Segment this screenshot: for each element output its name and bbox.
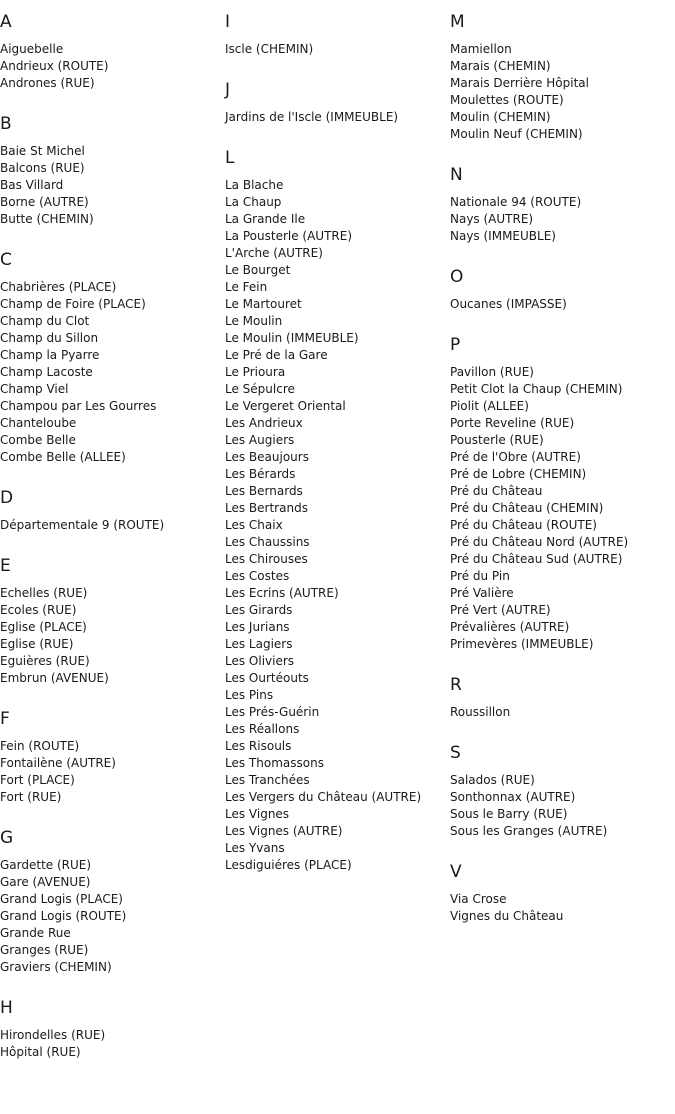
street-link[interactable]: Pré du Pin <box>450 569 510 583</box>
street-link[interactable]: Jardins de l'Iscle (IMMEUBLE) <box>225 110 399 124</box>
street-list-item <box>0 925 225 942</box>
street-link[interactable]: Grand Logis (PLACE) <box>0 892 123 906</box>
street-link[interactable]: Fein (ROUTE) <box>0 739 80 753</box>
street-link[interactable]: Les Chaix <box>225 518 283 532</box>
street-list <box>0 857 225 976</box>
street-link[interactable]: Sonthonnax (AUTRE) <box>450 790 576 804</box>
street-link[interactable]: Chabrières (PLACE) <box>0 280 117 294</box>
street-link[interactable]: Fontailène (AUTRE) <box>0 756 116 770</box>
letter-group <box>450 11 675 143</box>
street-link[interactable]: Piolit (ALLEE) <box>450 399 529 413</box>
street-link[interactable]: Champ de Foire (PLACE) <box>0 297 146 311</box>
letter-heading: I <box>225 12 231 32</box>
street-link[interactable]: Les Lagiers <box>225 637 293 651</box>
street-list-item <box>225 296 450 313</box>
street-link[interactable]: Les Tranchées <box>225 773 310 787</box>
street-link[interactable]: Lesdiguiéres (PLACE) <box>225 858 352 872</box>
street-list-item <box>225 330 450 347</box>
street-list-item <box>450 772 675 789</box>
street-list-item <box>450 517 675 534</box>
street-list <box>0 41 225 92</box>
street-link[interactable]: Pré de l'Obre (AUTRE) <box>450 450 581 464</box>
street-list-item <box>0 619 225 636</box>
street-list-item <box>225 772 450 789</box>
street-list-item <box>0 143 225 160</box>
street-link[interactable]: Roussillon <box>450 705 511 719</box>
street-link[interactable]: Les Vergers du Château (AUTRE) <box>225 790 422 804</box>
letter-group <box>0 249 225 466</box>
street-list-item <box>225 415 450 432</box>
street-list-item <box>450 585 675 602</box>
letter-heading: F <box>0 709 10 729</box>
street-link[interactable]: Iscle (CHEMIN) <box>225 42 314 56</box>
street-link[interactable]: Champ la Pyarre <box>0 348 100 362</box>
street-list-item <box>450 483 675 500</box>
street-link[interactable]: Les Chirouses <box>225 552 308 566</box>
street-list-item <box>225 466 450 483</box>
street-list-item <box>225 636 450 653</box>
letter-heading: P <box>450 335 461 355</box>
street-link[interactable]: Les Réallons <box>225 722 300 736</box>
street-list-item <box>0 738 225 755</box>
street-link[interactable]: Prévalières (AUTRE) <box>450 620 570 634</box>
street-link[interactable]: Pousterle (RUE) <box>450 433 544 447</box>
street-list-item <box>225 517 450 534</box>
street-link[interactable]: Les Yvans <box>225 841 285 855</box>
street-list-item <box>225 483 450 500</box>
letter-heading: R <box>450 675 462 695</box>
street-link[interactable]: Mamiellon <box>450 42 512 56</box>
street-list-item <box>225 755 450 772</box>
street-link[interactable]: Eglise (PLACE) <box>0 620 87 634</box>
street-list <box>225 177 450 874</box>
letter-group <box>225 11 450 58</box>
letter-group <box>0 555 225 687</box>
street-link[interactable]: Départementale 9 (ROUTE) <box>0 518 165 532</box>
letter-group <box>0 997 225 1061</box>
street-list-item <box>450 364 675 381</box>
street-list-item <box>225 177 450 194</box>
letter-group <box>0 113 225 228</box>
street-link[interactable]: Le Moulin <box>225 314 283 328</box>
street-list-item <box>0 398 225 415</box>
street-link[interactable]: Le Martouret <box>225 297 302 311</box>
street-link[interactable]: Les Vignes <box>225 807 290 821</box>
street-index-column-3 <box>450 0 675 946</box>
street-link[interactable]: La Grande Ile <box>225 212 306 226</box>
street-list-item <box>225 619 450 636</box>
street-list-item <box>0 296 225 313</box>
street-list-item <box>0 381 225 398</box>
street-link[interactable]: Les Risouls <box>225 739 292 753</box>
street-list-item <box>225 364 450 381</box>
street-list-item <box>450 194 675 211</box>
street-link[interactable]: Via Crose <box>450 892 507 906</box>
street-link[interactable]: Granges (RUE) <box>0 943 89 957</box>
street-list <box>0 143 225 228</box>
street-link[interactable]: Gare (AVENUE) <box>0 875 91 889</box>
street-link[interactable]: Eguières (RUE) <box>0 654 90 668</box>
street-list-item <box>225 228 450 245</box>
street-list-item <box>0 857 225 874</box>
street-link[interactable]: Les Ecrins (AUTRE) <box>225 586 339 600</box>
street-link[interactable]: Gardette (RUE) <box>0 858 92 872</box>
street-list <box>0 279 225 466</box>
street-link[interactable]: Les Prés-Guérin <box>225 705 320 719</box>
street-link[interactable]: Sous les Granges (AUTRE) <box>450 824 608 838</box>
street-link[interactable]: Champ Viel <box>0 382 69 396</box>
street-list-item <box>0 670 225 687</box>
street-list <box>450 194 675 245</box>
street-list-item <box>450 806 675 823</box>
street-list-item <box>0 1027 225 1044</box>
street-list-item <box>0 772 225 789</box>
street-index-column-2 <box>225 0 450 895</box>
street-list-item <box>0 636 225 653</box>
street-link[interactable]: Les Costes <box>225 569 290 583</box>
letter-group <box>0 708 225 806</box>
street-list-item <box>225 109 450 126</box>
street-link[interactable]: Pré de Lobre (CHEMIN) <box>450 467 587 481</box>
letter-heading: G <box>0 828 14 848</box>
street-link[interactable]: Marais (CHEMIN) <box>450 59 551 73</box>
street-link[interactable]: Borne (AUTRE) <box>0 195 89 209</box>
street-list-item <box>225 738 450 755</box>
street-list-item <box>225 398 450 415</box>
street-link[interactable]: Eglise (RUE) <box>0 637 74 651</box>
street-list-item <box>0 415 225 432</box>
street-list <box>0 585 225 687</box>
street-list-item <box>225 687 450 704</box>
street-link[interactable]: Les Pins <box>225 688 274 702</box>
letter-heading: N <box>450 165 463 185</box>
street-list <box>450 704 675 721</box>
street-list-item <box>0 602 225 619</box>
street-link[interactable]: Salados (RUE) <box>450 773 535 787</box>
street-list-item <box>0 279 225 296</box>
street-link[interactable]: Fort (PLACE) <box>0 773 75 787</box>
street-link[interactable]: L'Arche (AUTRE) <box>225 246 323 260</box>
street-list-item <box>450 568 675 585</box>
letter-heading: S <box>450 743 461 763</box>
street-list-item <box>225 313 450 330</box>
street-link[interactable]: La Chaup <box>225 195 282 209</box>
letter-group <box>450 674 675 721</box>
street-link[interactable]: Grand Logis (ROUTE) <box>0 909 127 923</box>
street-list <box>450 364 675 653</box>
street-list-item <box>0 1044 225 1061</box>
street-list-item <box>450 398 675 415</box>
street-link[interactable]: Oucanes (IMPASSE) <box>450 297 567 311</box>
street-list-item <box>225 534 450 551</box>
street-list <box>0 738 225 806</box>
street-link[interactable]: Combe Belle <box>0 433 76 447</box>
street-list-item <box>0 58 225 75</box>
street-list-item <box>225 704 450 721</box>
street-list-item <box>0 908 225 925</box>
street-list-item <box>0 75 225 92</box>
street-link[interactable]: Pré du Château (ROUTE) <box>450 518 597 532</box>
street-list-item <box>225 721 450 738</box>
letter-group <box>0 11 225 92</box>
street-list-item <box>0 313 225 330</box>
street-list-item <box>225 245 450 262</box>
street-link[interactable]: Les Augiers <box>225 433 295 447</box>
street-link[interactable]: La Blache <box>225 178 284 192</box>
street-link[interactable]: Baie St Michel <box>0 144 85 158</box>
street-list-item <box>450 58 675 75</box>
street-link[interactable]: Pré du Château <box>450 484 543 498</box>
street-list <box>450 891 675 925</box>
street-list-item <box>450 891 675 908</box>
street-list-item <box>450 92 675 109</box>
street-list-item <box>0 432 225 449</box>
street-link[interactable]: Les Jurians <box>225 620 290 634</box>
street-list-item <box>450 41 675 58</box>
street-link[interactable]: Chanteloube <box>0 416 77 430</box>
street-link[interactable]: Champou par Les Gourres <box>0 399 157 413</box>
letter-heading: C <box>0 250 12 270</box>
street-index-column-1 <box>0 0 225 1082</box>
street-list-item <box>450 602 675 619</box>
street-list-item <box>450 126 675 143</box>
street-link[interactable]: Le Bourget <box>225 263 291 277</box>
street-list-item <box>450 449 675 466</box>
street-list-item <box>0 347 225 364</box>
street-list-item <box>225 602 450 619</box>
street-link[interactable]: Champ Lacoste <box>0 365 93 379</box>
street-link[interactable]: Hirondelles (RUE) <box>0 1028 106 1042</box>
street-link[interactable]: Hôpital (RUE) <box>0 1045 81 1059</box>
letter-heading: H <box>0 998 13 1018</box>
letter-heading: J <box>225 80 231 100</box>
street-list-item <box>225 823 450 840</box>
street-link[interactable]: Aiguebelle <box>0 42 64 56</box>
street-list-item <box>225 857 450 874</box>
street-link[interactable]: Les Ourtéouts <box>225 671 309 685</box>
street-list-item <box>225 568 450 585</box>
street-link[interactable]: Fort (RUE) <box>0 790 62 804</box>
street-list-item <box>0 330 225 347</box>
street-list-item <box>450 296 675 313</box>
street-link[interactable]: Nationale 94 (ROUTE) <box>450 195 582 209</box>
street-list-item <box>450 704 675 721</box>
street-link[interactable]: Primevères (IMMEUBLE) <box>450 637 594 651</box>
street-link[interactable]: Moulin (CHEMIN) <box>450 110 551 124</box>
street-link[interactable]: Moulin Neuf (CHEMIN) <box>450 127 583 141</box>
street-link[interactable]: Marais Derrière Hôpital <box>450 76 589 90</box>
street-link[interactable]: Le Pré de la Gare <box>225 348 328 362</box>
street-list-item <box>0 959 225 976</box>
street-list-item <box>0 585 225 602</box>
street-link[interactable]: Andrones (RUE) <box>0 76 95 90</box>
street-link[interactable]: Nays (AUTRE) <box>450 212 534 226</box>
letter-heading: V <box>450 862 462 882</box>
street-list-item <box>225 194 450 211</box>
street-link[interactable]: Les Bertrands <box>225 501 308 515</box>
street-list-item <box>450 415 675 432</box>
street-list-item <box>0 942 225 959</box>
street-list-item <box>225 585 450 602</box>
street-link[interactable]: Echelles (RUE) <box>0 586 88 600</box>
street-link[interactable]: Vignes du Château <box>450 909 564 923</box>
street-list-item <box>450 636 675 653</box>
letter-group <box>450 334 675 653</box>
street-list-item <box>450 75 675 92</box>
street-link[interactable]: Nays (IMMEUBLE) <box>450 229 556 243</box>
street-link[interactable]: Porte Reveline (RUE) <box>450 416 575 430</box>
street-list-item <box>225 347 450 364</box>
street-link[interactable]: Bas Villard <box>0 178 64 192</box>
street-list-item <box>225 840 450 857</box>
street-list-item <box>450 789 675 806</box>
street-list-item <box>225 806 450 823</box>
street-list-item <box>450 432 675 449</box>
street-link[interactable]: Les Chaussins <box>225 535 310 549</box>
letter-group <box>0 827 225 976</box>
street-link[interactable]: Champ du Sillon <box>0 331 99 345</box>
street-link[interactable]: Graviers (CHEMIN) <box>0 960 112 974</box>
street-list-item <box>450 534 675 551</box>
street-link[interactable]: Le Moulin (IMMEUBLE) <box>225 331 359 345</box>
street-list-item <box>225 789 450 806</box>
street-list <box>450 41 675 143</box>
street-list-item <box>0 874 225 891</box>
street-list-item <box>225 449 450 466</box>
street-link[interactable]: Andrieux (ROUTE) <box>0 59 109 73</box>
street-link[interactable]: Pré du Château Nord (AUTRE) <box>450 535 629 549</box>
street-list-item <box>225 500 450 517</box>
letter-heading: B <box>0 114 12 134</box>
street-list-item <box>450 466 675 483</box>
street-link[interactable]: Les Girards <box>225 603 293 617</box>
street-list-item <box>450 619 675 636</box>
street-list-item <box>0 891 225 908</box>
street-link[interactable]: Sous le Barry (RUE) <box>450 807 568 821</box>
street-list-item <box>0 653 225 670</box>
street-link[interactable]: La Pousterle (AUTRE) <box>225 229 353 243</box>
street-link[interactable]: Ecoles (RUE) <box>0 603 77 617</box>
street-link[interactable]: Embrun (AVENUE) <box>0 671 109 685</box>
street-link[interactable]: Les Andrieux <box>225 416 303 430</box>
letter-heading: A <box>0 12 12 32</box>
letter-heading: D <box>0 488 14 508</box>
street-list-item <box>0 194 225 211</box>
street-list-item <box>225 279 450 296</box>
street-list-item <box>225 211 450 228</box>
street-list-item <box>225 381 450 398</box>
letter-group <box>0 487 225 534</box>
street-link[interactable]: Le Prioura <box>225 365 286 379</box>
street-list-item <box>450 109 675 126</box>
street-list <box>0 1027 225 1061</box>
letter-heading: E <box>0 556 11 576</box>
street-list <box>225 109 450 126</box>
street-list-item <box>225 432 450 449</box>
street-link[interactable]: Balcons (RUE) <box>0 161 85 175</box>
letter-group <box>450 861 675 925</box>
street-link[interactable]: Les Bernards <box>225 484 303 498</box>
street-link[interactable]: Pré du Château Sud (AUTRE) <box>450 552 623 566</box>
street-list-item <box>450 500 675 517</box>
letter-group <box>450 742 675 840</box>
street-list <box>0 517 225 534</box>
street-list-item <box>0 449 225 466</box>
street-list-item <box>450 823 675 840</box>
street-list-item <box>0 41 225 58</box>
street-list <box>450 772 675 840</box>
street-link[interactable]: Pré Vert (AUTRE) <box>450 603 551 617</box>
street-list-item <box>0 364 225 381</box>
letter-group <box>450 164 675 245</box>
letter-group <box>450 266 675 313</box>
street-list <box>450 296 675 313</box>
street-link[interactable]: Pré du Château (CHEMIN) <box>450 501 604 515</box>
street-link[interactable]: Le Vergeret Oriental <box>225 399 346 413</box>
street-list-item <box>0 755 225 772</box>
street-list-item <box>450 551 675 568</box>
street-link[interactable]: Pavillon (RUE) <box>450 365 534 379</box>
street-list-item <box>450 381 675 398</box>
street-list-item <box>225 653 450 670</box>
street-list-item <box>225 670 450 687</box>
letter-heading: O <box>450 267 464 287</box>
street-list-item <box>450 908 675 925</box>
street-list-item <box>450 211 675 228</box>
street-list-item <box>225 262 450 279</box>
street-link[interactable]: Moulettes (ROUTE) <box>450 93 564 107</box>
street-link[interactable]: Grande Rue <box>0 926 71 940</box>
street-link[interactable]: Les Oliviers <box>225 654 295 668</box>
letter-group <box>225 147 450 874</box>
street-list-item <box>0 517 225 534</box>
letter-heading: L <box>225 148 235 168</box>
street-list-item <box>225 551 450 568</box>
street-list <box>225 41 450 58</box>
street-link[interactable]: Les Thomassons <box>225 756 324 770</box>
street-link[interactable]: Pré Valière <box>450 586 514 600</box>
street-link[interactable]: Champ du Clot <box>0 314 90 328</box>
letter-heading: M <box>450 12 465 32</box>
street-link[interactable]: Combe Belle (ALLEE) <box>0 450 126 464</box>
street-list-item <box>0 160 225 177</box>
street-list-item <box>225 41 450 58</box>
street-link[interactable]: Petit Clot la Chaup (CHEMIN) <box>450 382 623 396</box>
street-list-item <box>450 228 675 245</box>
street-link[interactable]: Les Vignes (AUTRE) <box>225 824 343 838</box>
street-link[interactable]: Le Fein <box>225 280 268 294</box>
street-list-item <box>0 177 225 194</box>
letter-group <box>225 79 450 126</box>
street-link[interactable]: Les Bérards <box>225 467 296 481</box>
street-link[interactable]: Le Sépulcre <box>225 382 295 396</box>
street-list-item <box>0 211 225 228</box>
street-list-item <box>0 789 225 806</box>
street-link[interactable]: Les Beaujours <box>225 450 309 464</box>
street-link[interactable]: Butte (CHEMIN) <box>0 212 94 226</box>
